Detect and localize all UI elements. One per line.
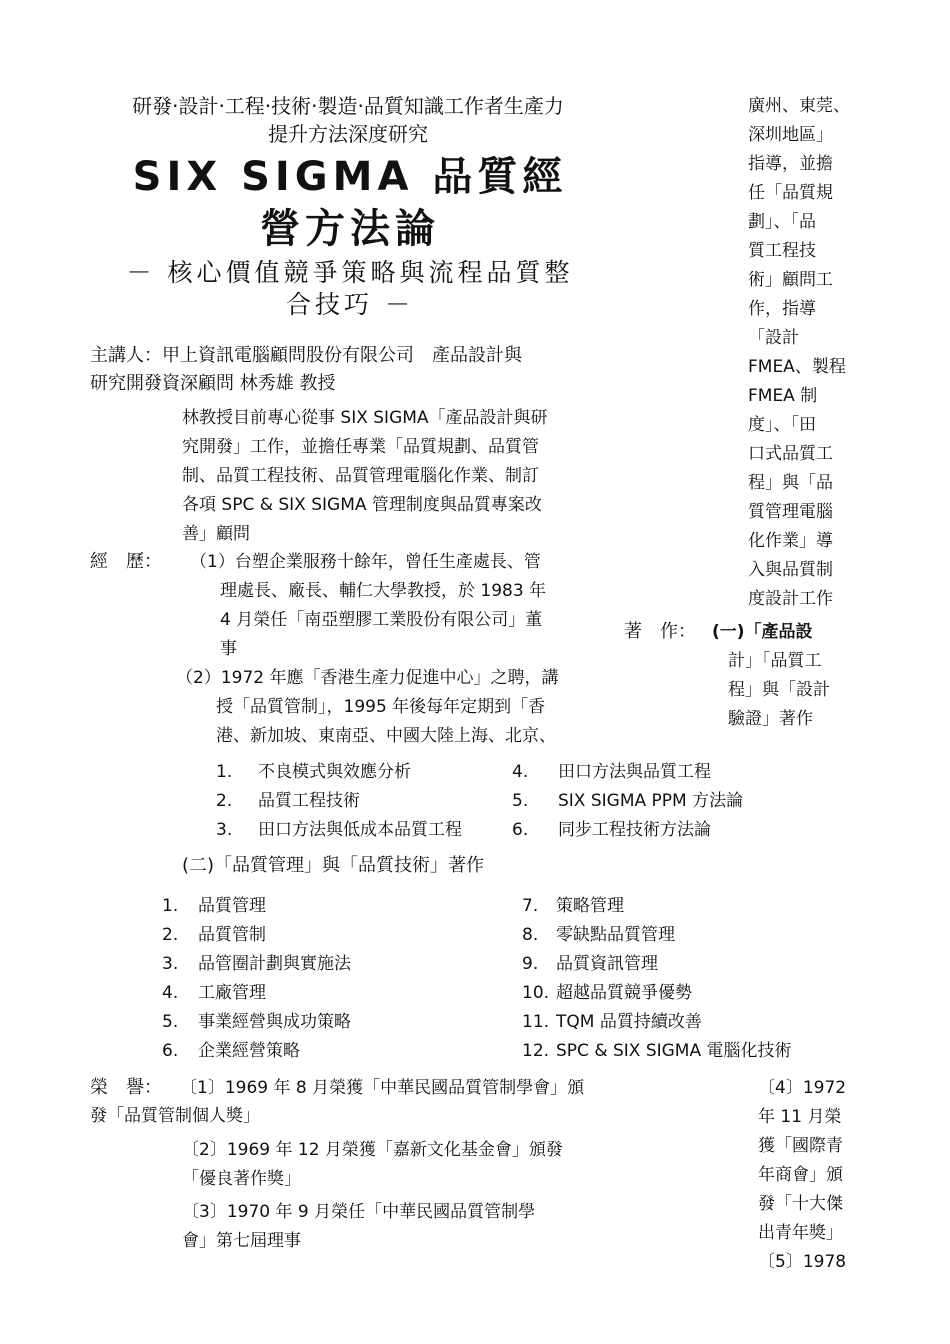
honor-item-3 [182,1198,535,1256]
experience-line: 港、新加坡、東南亞、中國大陸上海、北京、 [216,726,556,746]
intro-line: 善」顧問 [182,524,250,544]
works-group-2-list-left [162,892,351,1066]
main-title-line-2: 營方法論 [260,206,440,252]
list-item: 3. 田口方法與低成本品質工程 [216,820,462,840]
honor-line: 〔3〕1970 年 9 月榮任「中華民國品質管制學 [182,1202,536,1222]
intro-paragraph [182,404,548,549]
right-column-line: 任「品質規 [748,183,833,203]
list-item: 6. 企業經營策略 [162,1041,300,1061]
speaker-line-1: 主講人：甲上資訊電腦顧問股份有限公司 產品設計與 [90,345,522,366]
experience-label: 經 歷： [90,551,162,572]
list-item: 2. 品質管制 [162,925,266,945]
list-item: 10. 超越品質競爭優勢 [522,983,692,1003]
experience-line: （1）台塑企業服務十餘年，曾任生產處長、管 [190,552,541,572]
works-group-1-line: (一)「產品設 [712,622,813,642]
speaker-line-2: 研究開發資深顧問 林秀雄 教授 [90,373,336,394]
header-line-2: 提升方法深度研究 [268,122,428,146]
intro-line: 林教授目前專心從事 SIX SIGMA「產品設計與研 [182,408,548,428]
experience-line: 授「品質管制」，1995 年後每年定期到「香 [216,697,546,717]
list-item: 1. 不良模式與效應分析 [216,762,411,782]
list-item: 12. SPC & SIX SIGMA 電腦化技術 [522,1041,792,1061]
honor-line: 會」第七屆理事 [182,1231,301,1251]
list-item: 2. 品質工程技術 [216,791,360,811]
right-column-line: 程」與「品 [748,473,833,493]
right-column-line: 指導，並擔 [748,154,833,174]
right-column-text [748,92,850,614]
list-item: 11. TQM 品質持續改善 [522,1012,702,1032]
honor-right-line: 獲「國際青 [758,1136,843,1156]
works-label: 著 作： [624,621,696,642]
honor-right-line: 發「十大傑 [758,1194,843,1214]
works-group-1-title [712,618,830,734]
works-group-2-title: (二)「品質管理」與「品質技術」著作 [182,855,485,876]
list-item: 6. 同步工程技術方法論 [512,820,711,840]
main-title-line-1: SIX SIGMA 品質經 [132,154,568,200]
honor-item-1-line-2: 發「品質管制個人獎」 [90,1106,260,1126]
list-item: 4. 工廠管理 [162,983,266,1003]
right-column-line: 口式品質工 [748,444,833,464]
intro-line: 制、品質工程技術、品質管理電腦化作業、制訂 [182,466,539,486]
honor-right-line: 出青年獎」 [758,1223,843,1243]
honor-line: 〔2〕1969 年 12 月榮獲「嘉新文化基金會」頒發 [182,1140,563,1160]
experience-line: （2）1972 年應「香港生產力促進中心」之聘，講 [176,668,559,688]
experience-item-2 [176,664,558,751]
experience-line: 4 月榮任「南亞塑膠工業股份有限公司」董 [220,610,543,630]
right-column-line: 術」顧問工 [748,270,833,290]
works-group-1-line: 程」與「設計 [728,680,830,700]
right-column-line: 質工程技 [748,241,816,261]
intro-line: 究開發」工作，並擔任專業「品質規劃、品質管 [182,437,539,457]
right-column-line: 入與品質制 [748,560,833,580]
experience-line: 理處長、廠長、輔仁大學教授，於 1983 年 [220,581,547,601]
honor-right-line: 〔5〕1978 [758,1252,847,1272]
list-item: 5. SIX SIGMA PPM 方法論 [512,791,744,811]
right-column-line: FMEA 制 [748,386,818,406]
right-column-line: 作，指導 [748,299,816,319]
honor-line: 「優良著作獎」 [182,1169,301,1189]
experience-item-1 [190,548,546,664]
works-group-1-list-right [512,758,743,845]
right-column-line: 廣州、東莞、 [748,96,850,116]
right-column-line: 度設計工作 [748,589,833,609]
right-column-line: 度」、「田 [748,415,816,435]
works-group-1-list-left [216,758,462,845]
right-column-line: FMEA、製程 [748,357,846,377]
honor-right-line: 年商會」頒 [758,1165,843,1185]
intro-line: 各項 SPC & SIX SIGMA 管理制度與品質專案改 [182,495,542,515]
honor-item-1-line-1: 〔1〕1969 年 8 月榮獲「中華民國品質管制學會」頒 [180,1078,585,1098]
list-item: 4. 田口方法與品質工程 [512,762,711,782]
list-item: 5. 事業經營與成功策略 [162,1012,351,1032]
list-item: 9. 品質資訊管理 [522,954,658,974]
list-item: 1. 品質管理 [162,896,266,916]
right-column-line: 劃」、「品 [748,212,816,232]
header-line-1: 研發‧設計‧工程‧技術‧製造‧品質知識工作者生產力 [132,94,564,118]
honors-right-column [758,1074,846,1277]
honors-label: 榮 譽： [90,1077,162,1098]
works-group-2-list-right [522,892,792,1066]
list-item: 8. 零缺點品質管理 [522,925,675,945]
right-column-line: 深圳地區」 [748,125,833,145]
works-group-1-line: 驗證」著作 [728,709,813,729]
list-item: 3. 品管圈計劃與實施法 [162,954,351,974]
works-group-1-line: 計」「品質工 [728,651,822,671]
honor-right-line: 〔4〕1972 [758,1078,847,1098]
honor-item-2 [182,1136,563,1194]
honor-right-line: 年 11 月榮 [758,1107,842,1127]
right-column-line: 「設計 [748,328,799,348]
list-item: 7. 策略管理 [522,896,624,916]
experience-line: 事 [220,639,237,659]
subtitle-line-1: － 核心價值競爭策略與流程品質整 [126,258,574,287]
subtitle-line-2: 合技巧 － [286,290,414,319]
right-column-line: 質管理電腦 [748,502,833,522]
right-column-line: 化作業」導 [748,531,833,551]
